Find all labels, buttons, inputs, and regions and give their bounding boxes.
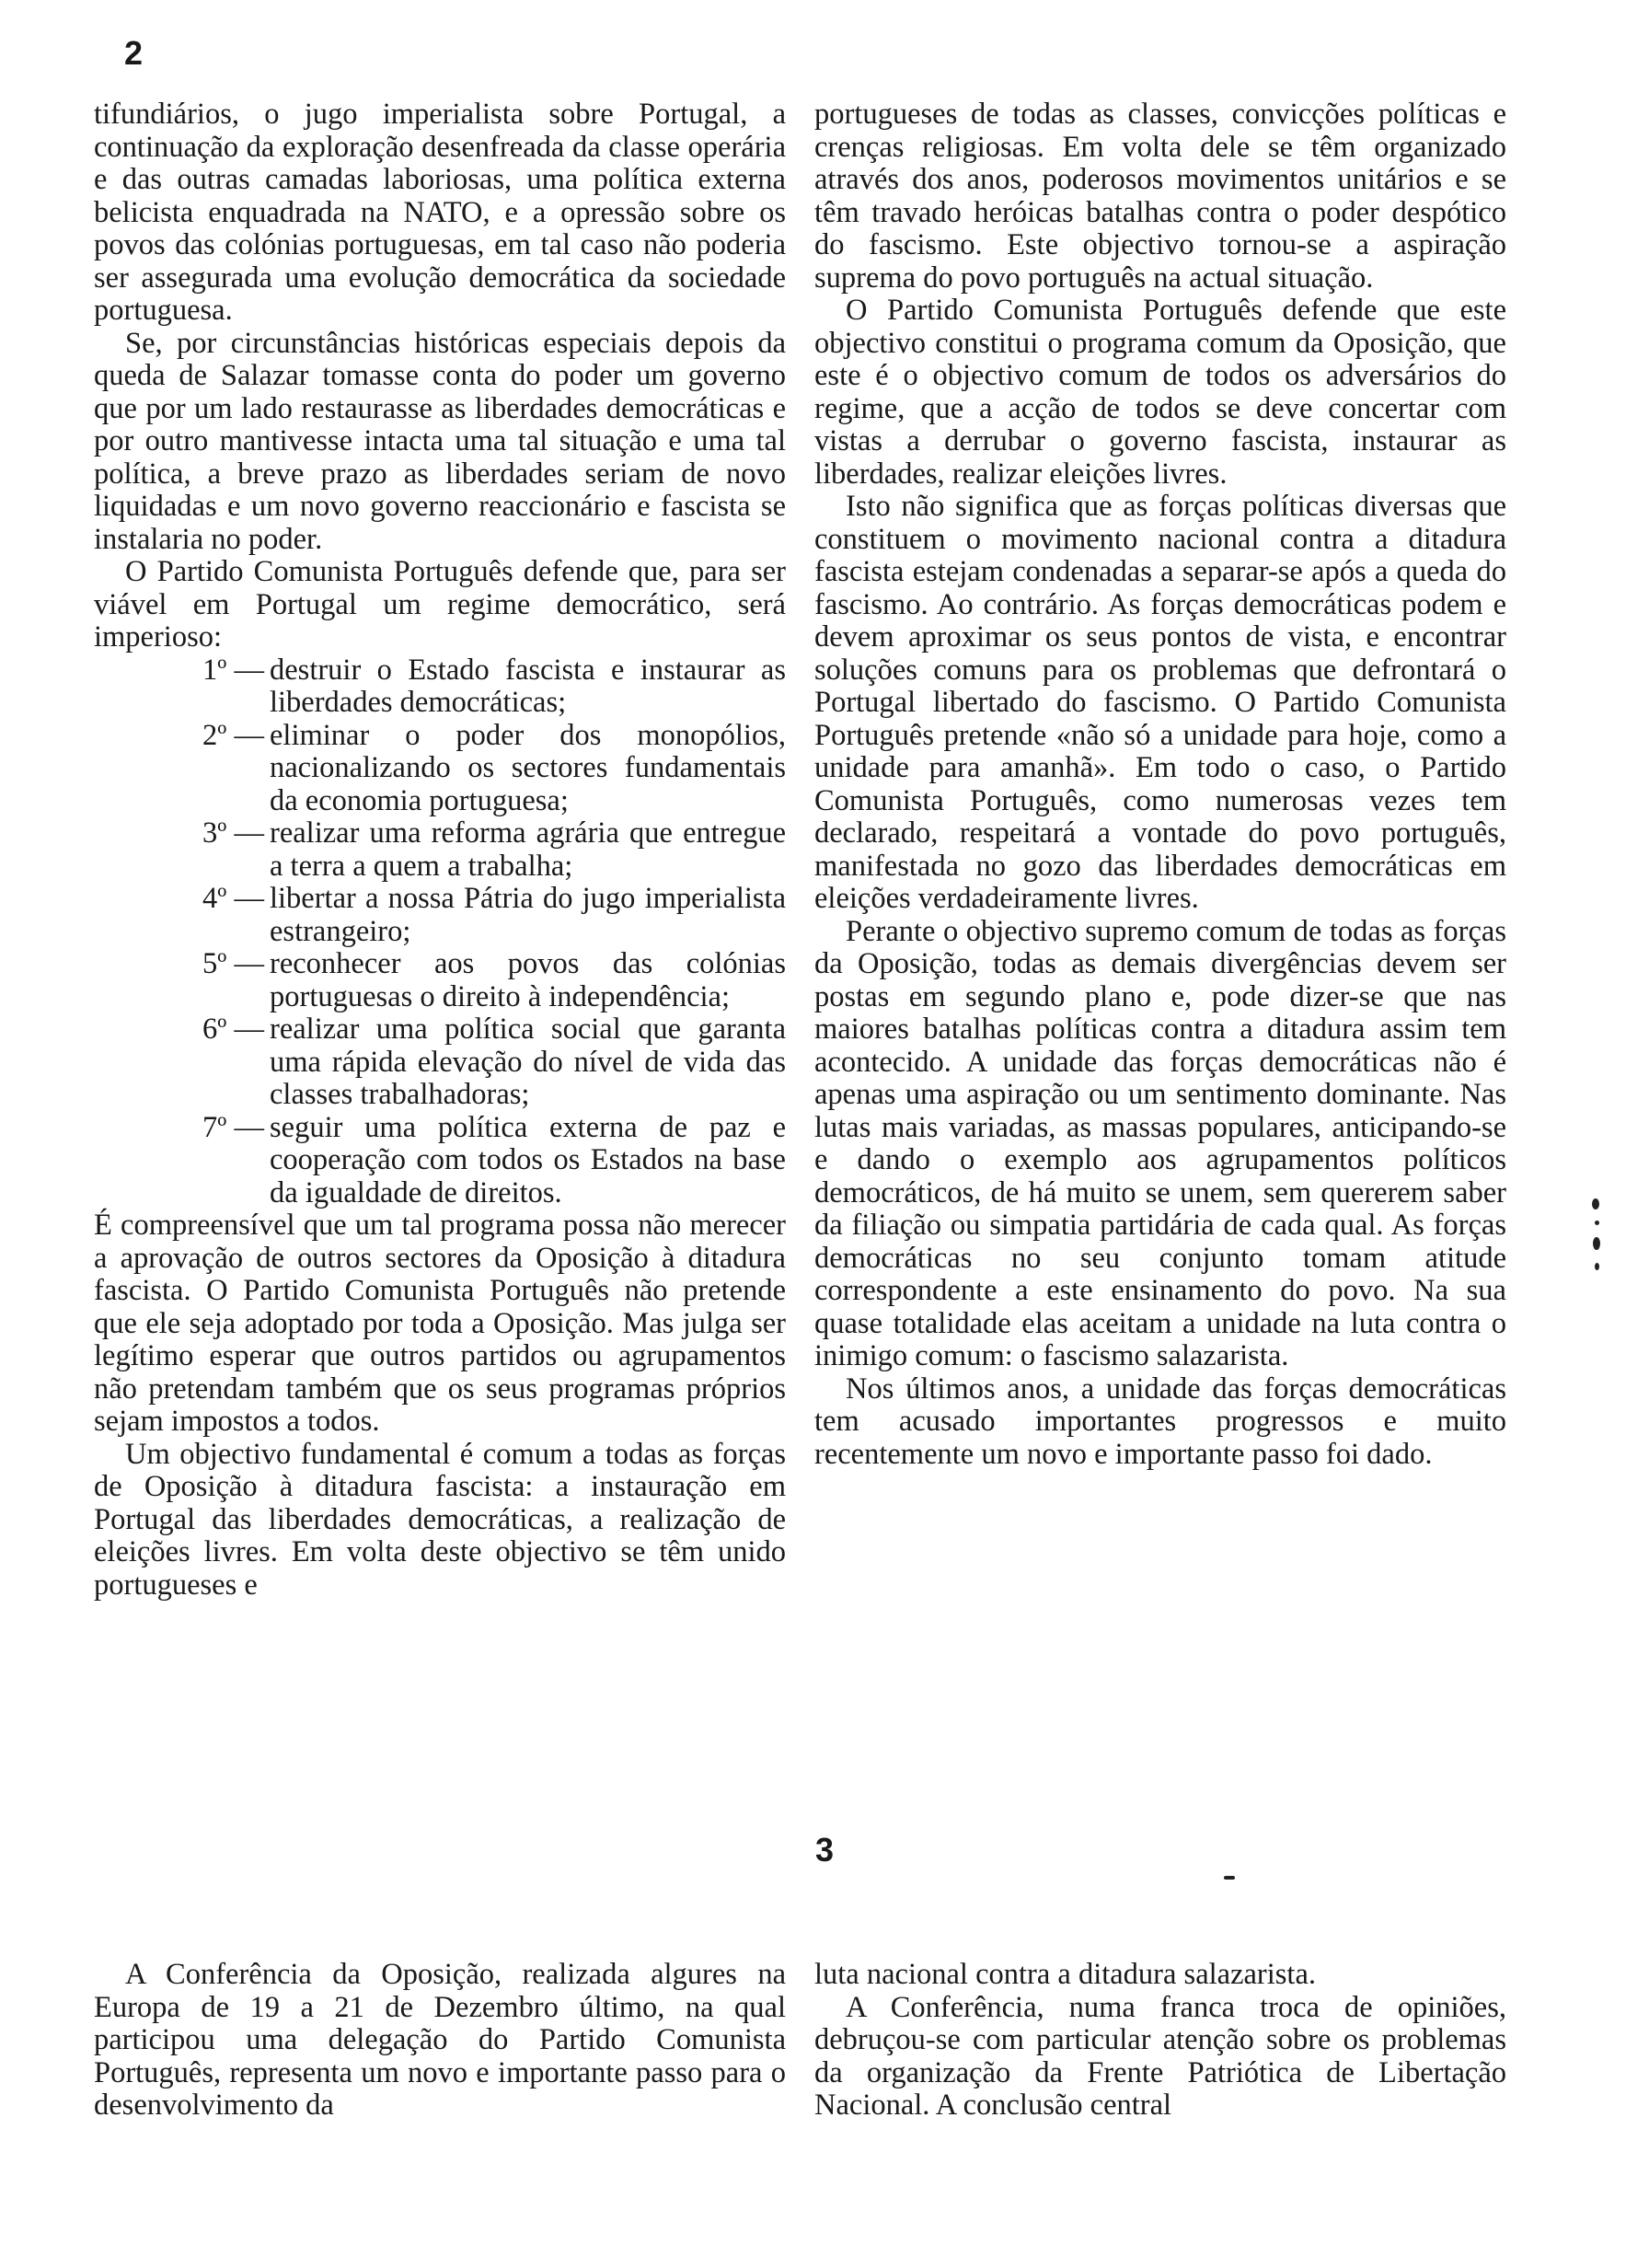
list-item-text: destruir o Estado fascista e instaurar as liberdades democráticas; [270, 653, 786, 719]
paragraph: A Conferência da Oposição, realizada algures na Europa de 19 a 21 de Dezembro último, na qual participou uma delegação do Partido Comunista Português, representa um novo e importante passo para o desenvolvimento da [94, 1958, 786, 2122]
list-item [94, 720, 786, 818]
list-item [94, 1112, 786, 1210]
list-item [94, 817, 786, 883]
paragraph: luta nacional contra a ditadura salazarista. [814, 1958, 1317, 1991]
list-item-text: eliminar o poder dos monopólios, nacionalizando os sectores fundamentais da economia portuguesa; [270, 718, 786, 817]
page-number: 2 [124, 34, 144, 72]
paragraph: Se, por circunstâncias históricas especiais depois da queda de Salazar tomasse conta do poder um governo que por um lado restaurasse as liberdades democráticas e por outro mantivesse intacta uma tal situação e uma tal política, a breve prazo as liberdades seriam de novo liquidadas e um novo governo reaccionário e fascista se instalaria no poder. [94, 326, 786, 556]
list-item-number: 6º — [94, 1013, 264, 1112]
scan-speck [1593, 1237, 1600, 1250]
scan-speck [1595, 1263, 1599, 1270]
program-points-list [94, 654, 786, 1210]
paragraph: O Partido Comunista Português defende que este objectivo constitui o programa comum da Oposição, que este é o objectivo comum de todos os adversários do regime, que a acção de todos se deve concertar com vistas a derrubar o governo fascista, instaurar as liberdades, realizar eleições livres. [814, 294, 1506, 491]
list-item-text: realizar uma política social que garanta uma rápida elevação do nível de vida das classes trabalhadoras; [270, 1012, 786, 1111]
scan-speck [1592, 1198, 1599, 1209]
scan-speck [1224, 1876, 1235, 1880]
upper-right-column [814, 98, 1506, 1471]
paragraph: tifundiários, o jugo imperialista sobre Portugal, a continuação da exploração desenfreada da classe operária e das outras camadas laboriosas, uma política externa belicista enquadrada na NATO, e a opressão sobre os povos das colónias portuguesas, em tal caso não poderia ser assegurada uma evolução democrática da sociedade portuguesa. [94, 98, 786, 327]
scan-speck [1595, 1221, 1599, 1225]
list-item [94, 654, 786, 720]
section-number: 3 [814, 1831, 835, 1869]
upper-left-column [94, 98, 786, 1602]
paragraph: O Partido Comunista Português defende que, para ser viável em Portugal um regime democrático, será imperioso: [94, 555, 786, 654]
list-item [94, 883, 786, 948]
paragraph: Nos últimos anos, a unidade das forças democráticas tem acusado importantes progressos e muito recentemente um novo e importante passo foi dado. [814, 1371, 1506, 1471]
lower-left-column [94, 1959, 786, 2123]
paragraph: A Conferência, numa franca troca de opiniões, debruçou-se com particular atenção sobre os problemas da organização da Frente Patriótica de Libertação Nacional. A conclusão central [814, 1990, 1506, 2122]
list-item-number: 1º — [94, 654, 264, 720]
list-item-text: reconhecer aos povos das colónias portuguesas o direito à independência; [270, 947, 786, 1013]
paragraph: portugueses de todas as classes, convicções políticas e crenças religiosas. Em volta dele se têm organizado através dos anos, poderosos movimentos unitários e se têm travado heróicas batalhas contra o poder despótico do fascismo. Este objectivo tornou-se a aspiração suprema do povo português na actual situação. [814, 98, 1506, 295]
list-item-number: 7º — [94, 1112, 264, 1210]
paragraph: Um objectivo fundamental é comum a todas as forças de Oposição à ditadura fascista: a instauração em Portugal das liberdades democráticas, a realização de eleições livres. Em volta deste objectivo se têm unido portugueses e [94, 1437, 786, 1602]
list-item-number: 4º — [94, 883, 264, 948]
paragraph: É compreensível que um tal programa possa não merecer a aprovação de outros sectores da Oposição à ditadura fascista. O Partido Comunista Português não pretende que ele seja adoptado por toda a Oposição. Mas julga ser legítimo esperar que outros partidos ou agrupamentos não pretendam também que os seus programas próprios sejam impostos a todos. [94, 1209, 786, 1438]
paragraph: Perante o objectivo supremo comum de todas as forças da Oposição, todas as demais divergências devem ser postas em segundo plano e, pode dizer-se que nas maiores batalhas políticas contra a ditadura assim tem acontecido. A unidade das forças democráticas não é apenas uma aspiração ou um sentimento dominante. Nas lutas mais variadas, as massas populares, anticipando-se e dando o exemplo aos agrupamentos políticos democráticos, de há muito se unem, sem quererem saber da filiação ou simpatia partidária de cada qual. As forças democráticas no seu conjunto tomam atitude correspondente a este ensinamento do povo. Na sua quase totalidade elas aceitam a unidade na luta contra o inimigo comum: o fascismo salazarista. [814, 914, 1506, 1372]
paragraph: Isto não significa que as forças políticas diversas que constituem o movimento nacional contra a ditadura fascista estejam condenadas a separar-se após a queda do fascismo. Ao contrário. As forças democráticas podem e devem aproximar os seus pontos de vista, e encontrar soluções comuns para os problemas que defrontará o Portugal libertado do fascismo. O Partido Comunista Português pretende «não só a unidade para hoje, como a unidade para amanhã». Em todo o caso, o Partido Comunista Português, como numerosas vezes tem declarado, respeitará a vontade do povo português, manifestada no gozo das liberdades democráticas em eleições verdadeiramente livres. [814, 490, 1506, 915]
list-item-text: realizar uma reforma agrária que entregue a terra a quem a trabalha; [270, 816, 786, 883]
lower-right-column [814, 1959, 1506, 2123]
list-item [94, 1013, 786, 1112]
list-item-number: 3º — [94, 817, 264, 883]
list-item-text: seguir uma política externa de paz e cooperação com todos os Estados na base da igualdade de direitos. [270, 1110, 786, 1209]
list-item-number: 2º — [94, 720, 264, 818]
list-item-text: libertar a nossa Pátria do jugo imperialista estrangeiro; [270, 882, 786, 948]
list-item [94, 948, 786, 1013]
list-item-number: 5º — [94, 948, 264, 1013]
